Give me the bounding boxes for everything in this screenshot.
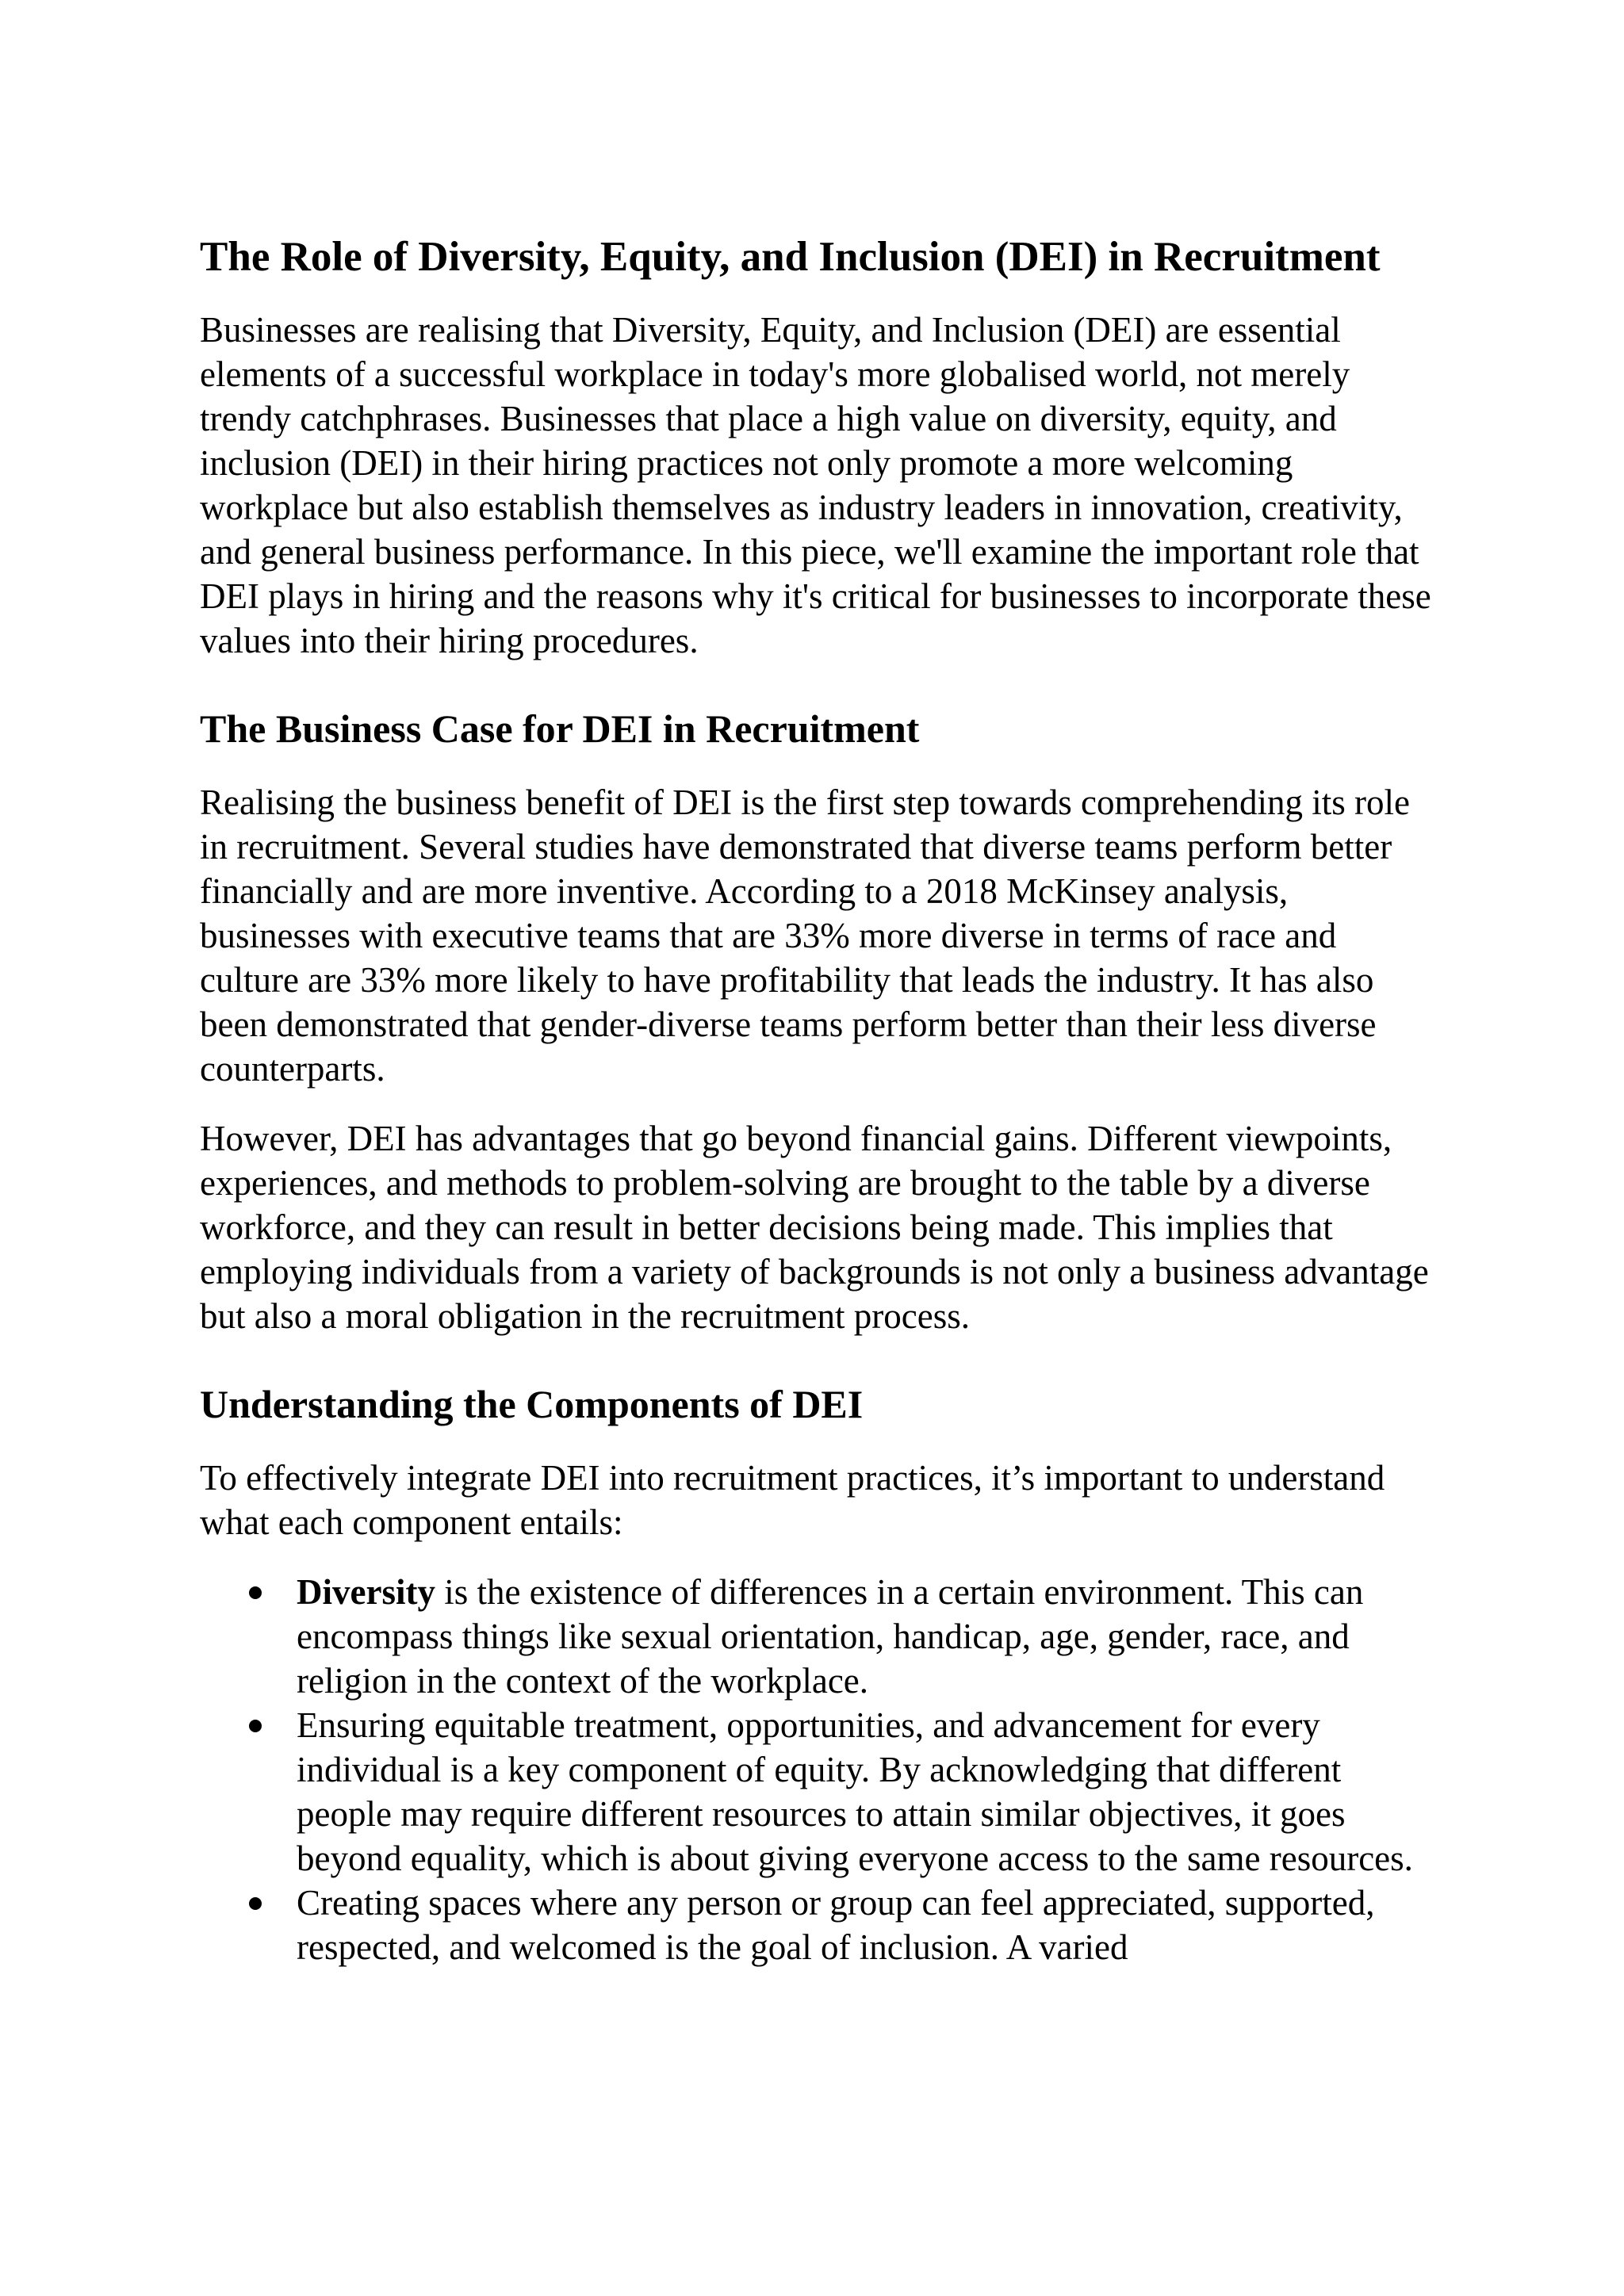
document-page: [200, 228, 1437, 1969]
components-bullet-list: [200, 1570, 1437, 1969]
list-item-text: is the existence of differences in a certain environment. This can encompass things like sexual orientation, handicap, age, gender, race, and religion in the context of the workplace.: [297, 1572, 1364, 1701]
list-item: [200, 1570, 1437, 1703]
business-case-paragraph-2: However, DEI has advantages that go beyond financial gains. Different viewpoints, experiences, and methods to problem-solving are brought to the table by a diverse workforce, and they can result in better decisions being made. This implies that employing individuals from a variety of backgrounds is not only a business advantage but also a moral obligation in the recruitment process.: [200, 1119, 1429, 1336]
section-heading-components: Understanding the Components of DEI: [200, 1382, 864, 1426]
list-item: [200, 1881, 1437, 1969]
document-title: The Role of Diversity, Equity, and Inclusion (DEI) in Recruitment: [200, 234, 1381, 280]
bullet-dot-icon: [249, 1586, 262, 1599]
intro-paragraph: Businesses are realising that Diversity, Equity, and Inclusion (DEI) are essential elements of a successful workplace in today's more globalised world, not merely trendy catchphrases. Businesses that place a high value on diversity, equity, and inclusion (DEI) in their hiring practices not only promote a more welcoming workplace but also establish themselves as industry leaders in innovation, creativity, and general business performance. In this piece, we'll examine the important role that DEI plays in hiring and the reasons why it's critical for businesses to incorporate these values into their hiring procedures.: [200, 310, 1431, 660]
list-item: [200, 1703, 1437, 1881]
business-case-paragraph-1: Realising the business benefit of DEI is the first step towards comprehending its role in recruitment. Several studies have demonstrated that diverse teams perform better financially and are more inventive. According to a 2018 McKinsey analysis, businesses with executive teams that are 33% more diverse in terms of race and culture are 33% more likely to have profitability that leads the industry. It has also been demonstrated that gender-diverse teams perform better than their less diverse counterparts.: [200, 783, 1410, 1089]
list-item-text: Creating spaces where any person or group can feel appreciated, supported, respected, and welcomed is the goal of inclusion. A varied: [297, 1883, 1375, 1967]
bullet-dot-icon: [249, 1720, 262, 1732]
bullet-dot-icon: [249, 1897, 262, 1910]
section-heading-business-case: The Business Case for DEI in Recruitment: [200, 706, 920, 751]
list-item-text: Ensuring equitable treatment, opportunities, and advancement for every individual is a key component of equity. By acknowledging that different people may require different resources to attain similar objectives, it goes beyond equality, which is about giving everyone access to the same resources.: [297, 1705, 1413, 1878]
components-intro-paragraph: To effectively integrate DEI into recruitment practices, it’s important to understand what each component entails:: [200, 1458, 1385, 1542]
list-item-bold-term: Diversity: [297, 1572, 435, 1612]
